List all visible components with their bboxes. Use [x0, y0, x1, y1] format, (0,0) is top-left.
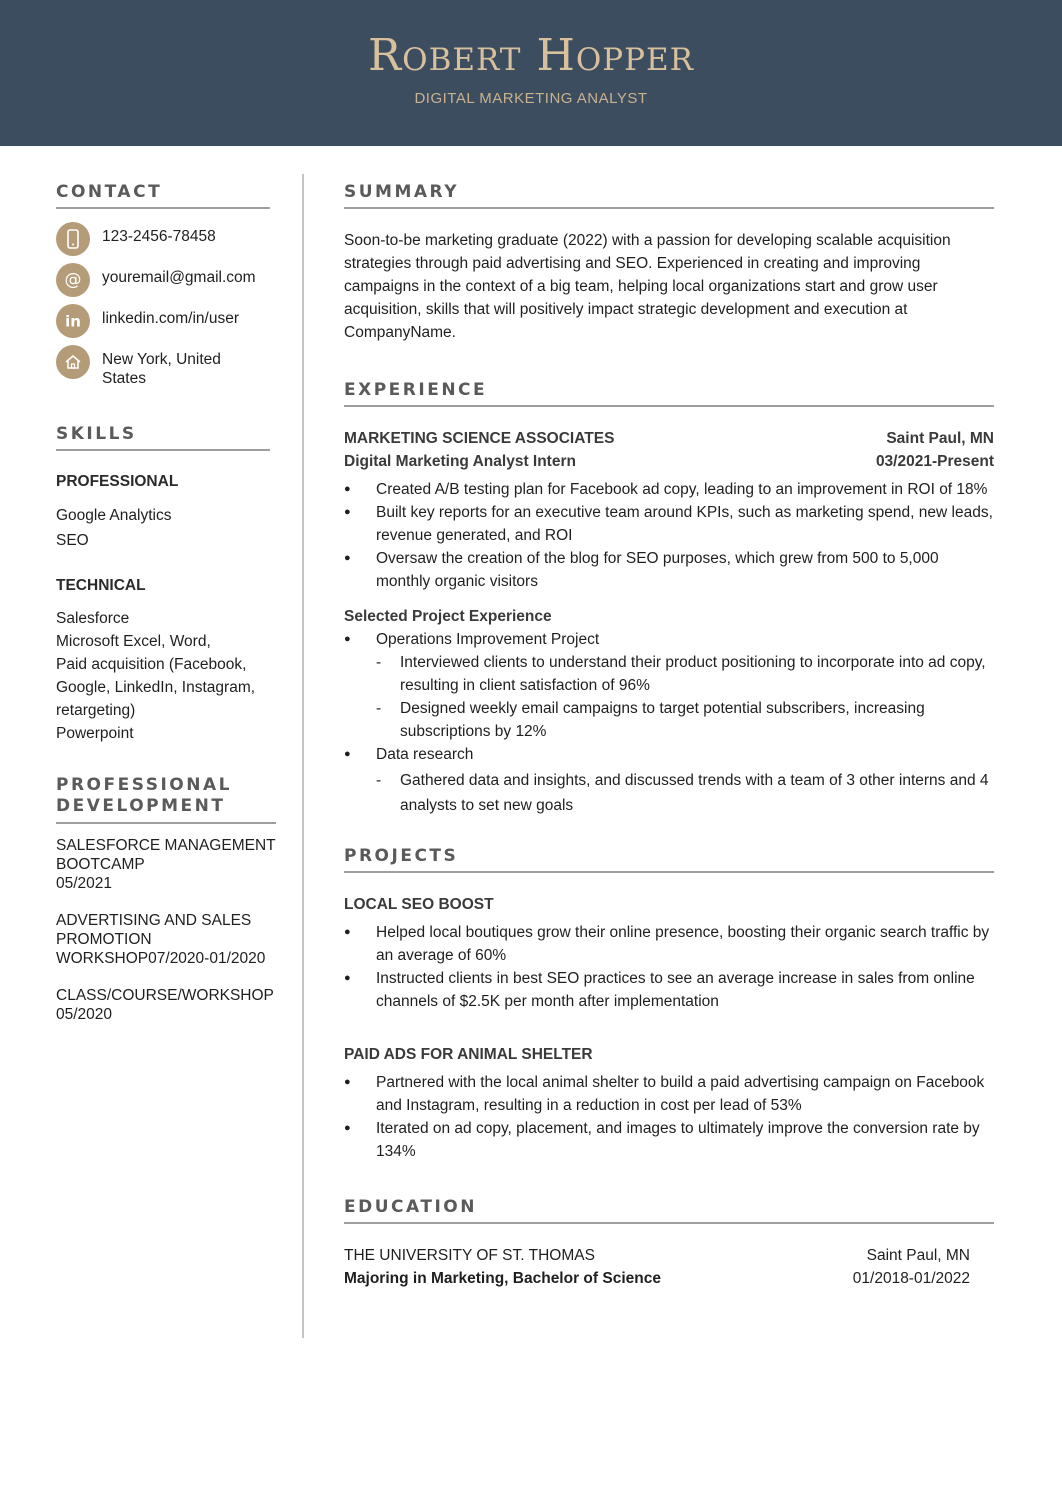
education-title: EDUCATION — [344, 1197, 994, 1224]
linkedin-icon — [56, 304, 90, 338]
skills-title: SKILLS — [56, 424, 270, 451]
education-location: Saint Paul, MN — [866, 1247, 970, 1264]
phone-icon — [56, 222, 90, 256]
pd-item-name: ADVERTISING AND SALES PROMOTION WORKSHOP07/2020-01/2020 — [56, 912, 266, 967]
experience-location: Saint Paul, MN — [886, 430, 994, 447]
experience-company: MARKETING SCIENCE ASSOCIATES — [344, 430, 615, 447]
selected-project-sub: - Designed weekly email campaigns to target potential subscribers, increasing subscriptions by 12% — [376, 697, 994, 743]
left-column — [56, 182, 282, 1042]
experience-bullet: ● Created A/B testing plan for Facebook ad copy, leading to an improvement in ROI of 18% — [344, 478, 994, 501]
skill-item: Microsoft Excel, Word, — [56, 633, 211, 650]
selected-project-item — [344, 743, 994, 818]
contact-email — [56, 264, 282, 297]
project-bullet: ● Instructed clients in best SEO practices to see an average increase in sales from online channels of $2.5K per month after implementation — [344, 967, 994, 1013]
summary-title: SUMMARY — [344, 182, 994, 209]
project-bullet: ● Partnered with the local animal shelter to build a paid advertising campaign on Facebook and Instagram, resulting in a reduction in cost per lead of 53% — [344, 1071, 994, 1117]
svg-text:in: in — [65, 312, 81, 331]
candidate-name: Robert Hopper — [368, 30, 694, 81]
pd-item — [56, 986, 282, 1024]
education-dates: 01/2018-01/2022 — [852, 1270, 970, 1287]
skills-technical-heading: TECHNICAL — [56, 577, 146, 594]
project-bullets — [344, 1071, 994, 1163]
contact-location — [56, 346, 282, 388]
project-bullets — [344, 921, 994, 1013]
pd-item-date: 05/2020 — [56, 1006, 113, 1023]
skills-professional-heading: PROFESSIONAL — [56, 473, 179, 490]
skill-item: Google Analytics — [56, 507, 172, 524]
professional-development-list — [56, 836, 282, 1024]
candidate-role: DIGITAL MARKETING ANALYST — [414, 90, 648, 107]
contact-phone-text: 123-2456-78458 — [102, 228, 216, 245]
contact-email-text: youremail@gmail.com — [102, 269, 256, 286]
svg-text:@: @ — [64, 270, 82, 290]
resume-header — [0, 0, 1062, 146]
experience-position-row — [344, 450, 994, 473]
education-school: THE UNIVERSITY OF ST. THOMAS — [344, 1247, 595, 1264]
selected-project-name: Data research — [376, 746, 474, 763]
column-divider — [302, 174, 304, 1338]
contact-location-text: New York, United States — [102, 351, 221, 387]
home-icon — [56, 345, 90, 379]
skills-professional-list — [56, 503, 282, 553]
pd-item-date: 05/2021 — [56, 875, 113, 892]
professional-development-title: PROFESSIONAL DEVELOPMENT — [56, 775, 276, 824]
experience-dates: 03/2021-Present — [875, 453, 994, 470]
contact-phone — [56, 223, 282, 256]
skill-item: Salesforce — [56, 610, 130, 627]
experience-bullet: ● Built key reports for an executive team around KPIs, such as marketing spend, new leads, revenue generated, and ROI — [344, 501, 994, 547]
contact-title: CONTACT — [56, 182, 270, 209]
experience-title: EXPERIENCE — [344, 380, 994, 407]
pd-item-name: CLASS/COURSE/WORKSHOP — [56, 987, 274, 1004]
selected-project-heading: Selected Project Experience — [344, 608, 552, 625]
right-column — [344, 182, 994, 1290]
pd-item-name: SALESFORCE MANAGEMENT BOOTCAMP — [56, 837, 276, 873]
skill-item: SEO — [56, 532, 89, 549]
contact-linkedin-text: linkedin.com/in/user — [102, 310, 239, 327]
selected-project-sub: - Interviewed clients to understand their product positioning to incorporate into ad copy, resulting in client satisfaction of 96% — [376, 651, 994, 697]
skills-technical-list — [56, 607, 282, 745]
selected-project-sub: - Gathered data and insights, and discussed trends with a team of 3 other interns and 4 analysts to set new goals — [376, 768, 994, 818]
project-bullet: ● Iterated on ad copy, placement, and images to ultimately improve the conversion rate by 134% — [344, 1117, 994, 1163]
selected-project-item — [344, 628, 994, 743]
skill-item: Paid acquisition (Facebook, Google, LinkedIn, Instagram, retargeting) — [56, 656, 256, 719]
experience-position: Digital Marketing Analyst Intern — [344, 453, 576, 470]
pd-item — [56, 911, 282, 968]
email-icon — [56, 263, 90, 297]
experience-company-row — [344, 427, 994, 450]
project-bullet: ● Helped local boutiques grow their online presence, boosting their organic search traffic by an average of 60% — [344, 921, 994, 967]
pd-item — [56, 836, 282, 893]
education-degree-row — [344, 1267, 994, 1290]
experience-bullets — [344, 478, 994, 593]
skill-item: Powerpoint — [56, 725, 134, 742]
selected-project-subs — [376, 768, 994, 818]
selected-project-subs — [376, 651, 994, 743]
projects-title: PROJECTS — [344, 846, 994, 873]
summary-text: Soon-to-be marketing graduate (2022) with a passion for developing scalable acquisition strategies through paid advertising and SEO. Experienced in creating and improving campaigns in the context of a big team, helping local organizations start and grow user acquisition, skills that will positively impact strategic development and execution at CompanyName. — [344, 232, 951, 341]
project-name: PAID ADS FOR ANIMAL SHELTER — [344, 1046, 593, 1063]
selected-project-name: Operations Improvement Project — [376, 631, 600, 648]
contact-list — [56, 223, 282, 388]
project-name: LOCAL SEO BOOST — [344, 896, 494, 913]
selected-project-list — [344, 628, 994, 818]
education-degree: Majoring in Marketing, Bachelor of Science — [344, 1270, 661, 1287]
contact-linkedin — [56, 305, 282, 338]
education-school-row — [344, 1244, 994, 1267]
experience-bullet: ● Oversaw the creation of the blog for SEO purposes, which grew from 500 to 5,000 monthly organic visitors — [344, 547, 994, 593]
